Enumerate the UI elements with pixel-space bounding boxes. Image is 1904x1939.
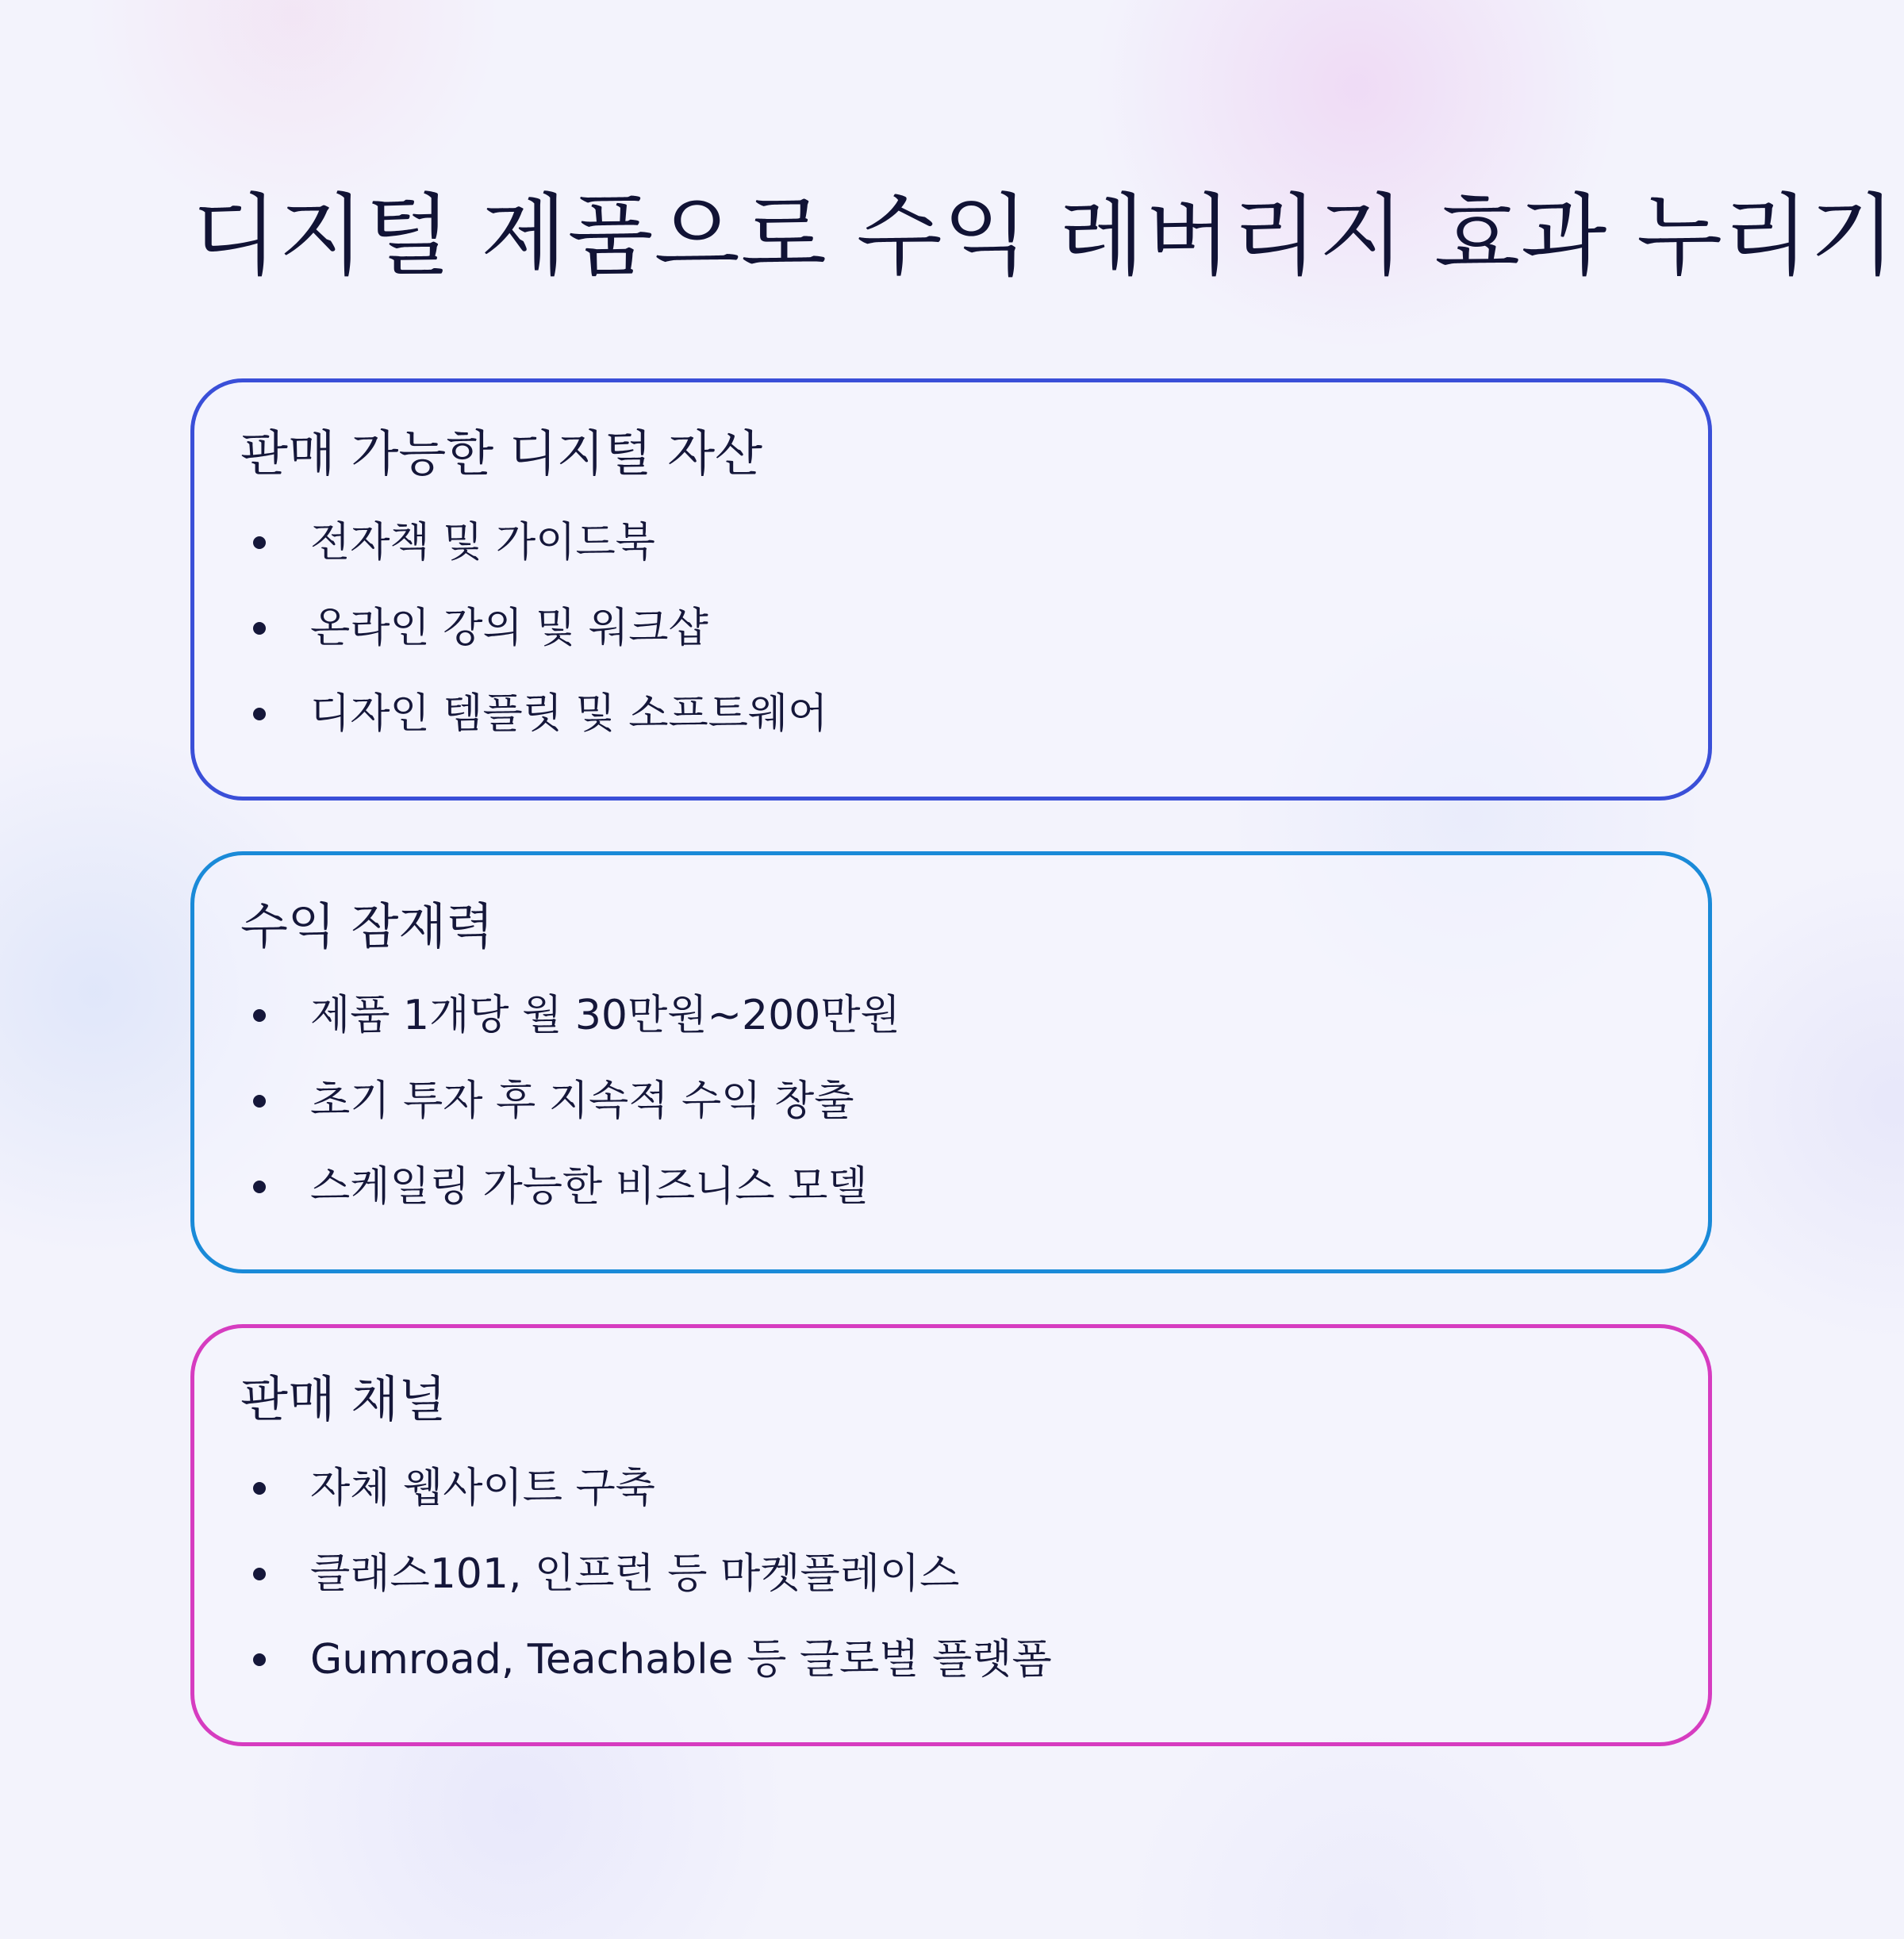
bullet-icon	[253, 1095, 266, 1108]
card-title: 판매 채널	[240, 1370, 447, 1428]
list-item-text: 스케일링 가능한 비즈니스 모델	[310, 1163, 868, 1211]
bullet-icon	[253, 1482, 266, 1495]
bullet-icon	[253, 1009, 266, 1022]
card-digital-assets	[190, 378, 1712, 801]
bullet-icon	[253, 1653, 266, 1666]
bullet-icon	[253, 1568, 266, 1580]
bullet-icon	[253, 1181, 266, 1193]
list-item-text: 전자책 및 가이드북	[310, 519, 655, 566]
page-title: 디지털 제품으로 수익 레버리지 효과 누리기	[192, 185, 1897, 288]
list-item-text: Gumroad, Teachable 등 글로벌 플랫폼	[310, 1636, 1052, 1684]
list-item-text: 초기 투자 후 지속적 수익 창출	[310, 1077, 854, 1125]
list-item-text: 디자인 템플릿 및 소프트웨어	[310, 690, 828, 738]
card-revenue-potential	[190, 851, 1712, 1273]
bullet-icon	[253, 536, 266, 549]
bullet-icon	[253, 622, 266, 635]
list-item-text: 제품 1개당 월 30만원~200만원	[310, 992, 900, 1039]
card-title: 판매 가능한 디지털 자산	[240, 424, 763, 482]
list-item-text: 온라인 강의 및 워크샵	[310, 605, 708, 652]
card-sales-channels	[190, 1324, 1712, 1746]
card-title: 수익 잠재력	[240, 897, 494, 955]
list-item-text: 자체 웹사이트 구축	[310, 1465, 655, 1512]
list-item-text: 클래스101, 인프런 등 마켓플레이스	[310, 1550, 960, 1598]
bullet-icon	[253, 708, 266, 720]
